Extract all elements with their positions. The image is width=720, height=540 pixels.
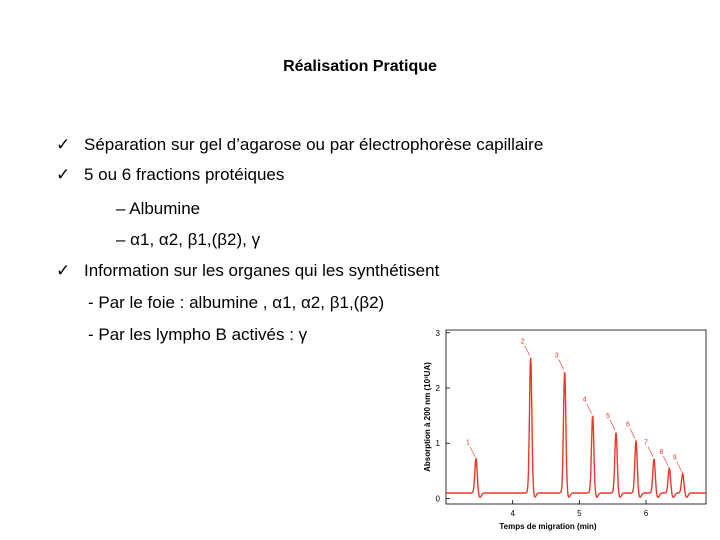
y-tick-label: 1 [435, 439, 440, 449]
peak-leader [648, 447, 653, 457]
check-icon: ✓ [56, 261, 71, 280]
peak-leader [663, 456, 668, 466]
peak-label-1: 1 [466, 439, 470, 447]
x-tick-label: 4 [510, 509, 515, 518]
peak-leader [559, 359, 564, 369]
peak-leader [677, 462, 682, 472]
y-tick-label: 2 [435, 384, 440, 393]
sub-item-foie: - Par le foie : albumine , α1, α2, β1,(β2) [88, 293, 385, 312]
bullet-separation: Séparation sur gel d’agarose ou par électrophorèse capillaire [84, 135, 544, 154]
peak-label-7: 7 [644, 439, 648, 447]
chart-peak-labels [466, 339, 682, 472]
chart-series [446, 358, 706, 498]
peak-label-5: 5 [606, 413, 610, 421]
sub-item-globulins: – α1, α2, β1,(β2), γ [116, 230, 261, 249]
sub-item-albumine: – Albumine [116, 199, 201, 218]
y-axis-label: Absorption à 200 nm (10³UA) [423, 362, 432, 472]
peak-label-6: 6 [626, 421, 630, 429]
bullet-fractions: 5 ou 6 fractions protéiques [84, 165, 285, 184]
peak-leader [630, 428, 635, 438]
slide-title: Réalisation Pratique [283, 58, 437, 75]
peak-label-4: 4 [582, 396, 587, 404]
peak-label-8: 8 [659, 449, 664, 457]
y-tick-label: 3 [435, 328, 440, 338]
peak-leader [470, 447, 475, 457]
x-axis-label: Temps de migration (min) [499, 522, 597, 531]
x-tick-label: 6 [643, 509, 649, 518]
peak-label-9: 9 [672, 454, 677, 462]
sub-item-lympho: - Par les lympho B activés : γ [88, 325, 308, 344]
bullet-organes: Information sur les organes qui les synthétisent [84, 261, 440, 280]
y-tick-label: 0 [435, 494, 440, 504]
chart-ticks [436, 329, 649, 518]
check-icon: ✓ [56, 165, 71, 184]
peak-leader [610, 420, 615, 430]
peak-label-2: 2 [520, 338, 525, 346]
peak-leader [587, 404, 592, 414]
peak-label-3: 3 [554, 352, 559, 360]
plot-frame [446, 330, 706, 504]
electropherogram-trace [446, 358, 706, 498]
x-tick-label: 5 [577, 509, 582, 518]
check-icon: ✓ [56, 135, 71, 154]
chart-axes [446, 330, 706, 504]
electrophoresis-chart [416, 322, 720, 540]
peak-leader [525, 346, 530, 356]
